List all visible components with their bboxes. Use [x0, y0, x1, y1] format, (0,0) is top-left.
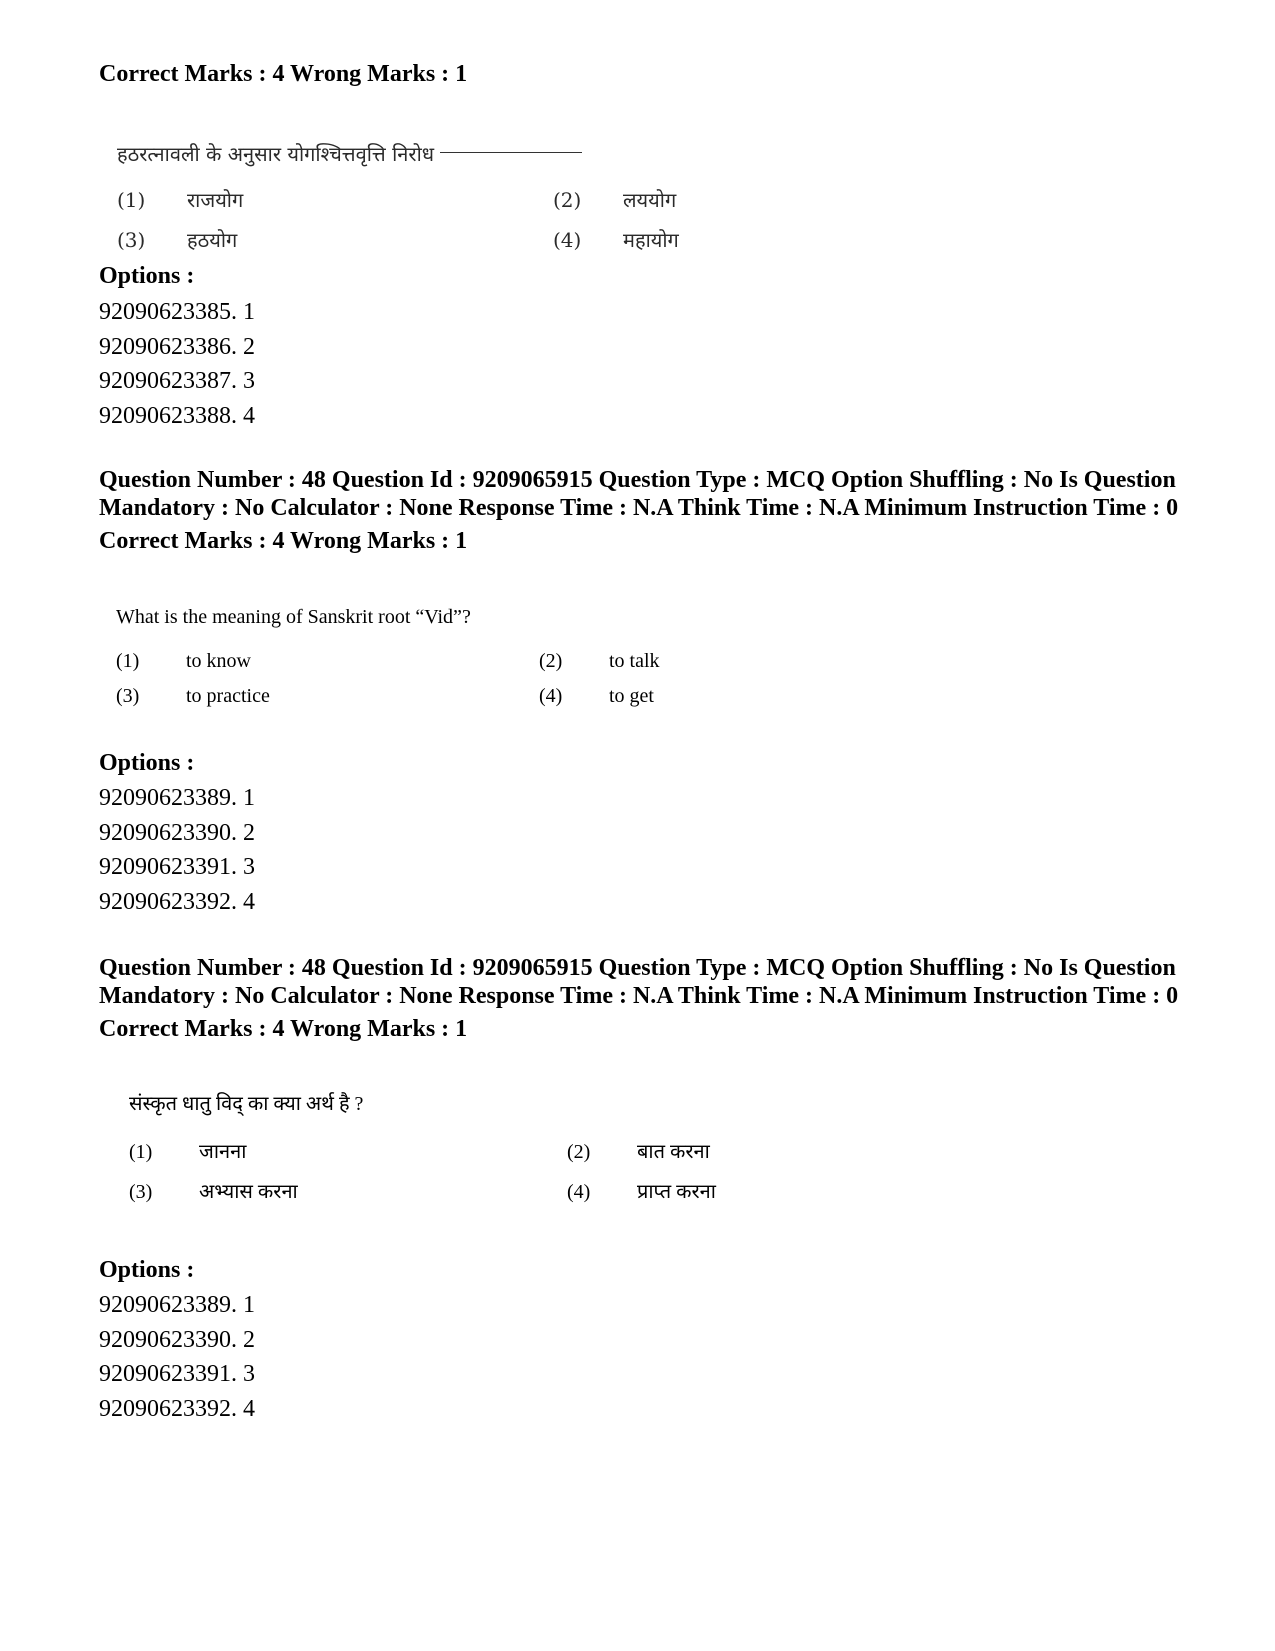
choice-number: (2): [567, 1141, 591, 1163]
options-list: [99, 295, 1179, 433]
options-section-2: [99, 749, 1179, 919]
choice-text: लययोग: [623, 188, 677, 212]
options-label: Options :: [99, 263, 195, 289]
choice-number: (1): [129, 1141, 153, 1163]
option-item: 92090623386. 2: [99, 333, 255, 360]
question-text: संस्कृत धातु विद् का क्या अर्थ है ?: [129, 1093, 364, 1115]
choice-4: [539, 682, 654, 710]
options-list: [99, 1288, 1179, 1426]
question-block-1: [99, 60, 1179, 252]
option-item: 92090623387. 3: [99, 368, 255, 394]
option-item: 92090623392. 4: [99, 1395, 255, 1422]
choice-2: [553, 186, 676, 214]
marks-line: Correct Marks : 4 Wrong Marks : 1: [99, 61, 468, 87]
choice-text: to practice: [186, 685, 270, 707]
question-image: [99, 1090, 1179, 1220]
option-item: 92090623390. 2: [99, 819, 255, 846]
option-item: 92090623390. 2: [99, 1326, 255, 1353]
choice-4: [567, 1178, 716, 1206]
option-item: 92090623392. 4: [99, 888, 255, 915]
marks-line: Correct Marks : 4 Wrong Marks : 1: [99, 1016, 468, 1042]
choice-text: राजयोग: [187, 188, 244, 212]
choice-number: (3): [129, 1181, 153, 1203]
option-item: 92090623385. 1: [99, 299, 255, 325]
choice-3: [117, 226, 237, 254]
choice-1: [129, 1138, 246, 1166]
choice-text: महायोग: [623, 228, 679, 252]
marks-line: Correct Marks : 4 Wrong Marks : 1: [99, 528, 468, 554]
choice-text: to get: [609, 685, 654, 707]
choice-text: हठयोग: [187, 228, 238, 252]
choice-4: [553, 226, 679, 254]
question-image: [99, 88, 1179, 252]
choice-3: [116, 682, 270, 710]
choice-text: जानना: [199, 1141, 247, 1163]
choice-number: (4): [567, 1181, 591, 1203]
choice-number: (3): [116, 685, 140, 707]
choice-number: (2): [539, 650, 563, 672]
options-label: Options :: [99, 750, 195, 776]
choice-number: (3): [117, 228, 146, 252]
choice-text: अभ्यास करना: [199, 1181, 298, 1203]
question-image: [99, 600, 1179, 720]
option-item: 92090623391. 3: [99, 1361, 255, 1387]
question-meta: Question Number : 48 Question Id : 9209065915 Question Type : MCQ Option Shuffling : No Is Question Mandatory : No Calculator : None Response Time : N.A Think Time : N.A Minimum Instruction Time : 0: [99, 467, 1179, 521]
choice-number: (1): [117, 188, 146, 212]
choice-number: (4): [553, 228, 582, 252]
choice-number: (4): [539, 685, 563, 707]
option-item: 92090623389. 1: [99, 1292, 255, 1318]
choice-1: [116, 647, 251, 675]
question-block-3: [99, 954, 1179, 1043]
choice-2: [567, 1138, 710, 1166]
option-item: 92090623391. 3: [99, 854, 255, 880]
choice-3: [129, 1178, 298, 1206]
question-text: What is the meaning of Sanskrit root “Vid”?: [116, 606, 471, 628]
options-section-1: [99, 262, 1179, 433]
question-text: हठरत्नावली के अनुसार योगश्चित्तवृत्ति निरोध: [117, 142, 435, 166]
options-section-3: [99, 1256, 1179, 1426]
option-item: 92090623388. 4: [99, 402, 255, 429]
choice-2: [539, 647, 660, 675]
question-block-2: [99, 466, 1179, 555]
choice-text: प्राप्त करना: [637, 1181, 716, 1203]
choice-text: to talk: [609, 650, 660, 672]
options-label: Options :: [99, 1257, 195, 1283]
choice-1: [117, 186, 243, 214]
options-list: [99, 781, 1179, 919]
answer-blank: [440, 152, 582, 153]
choice-text: बात करना: [637, 1141, 710, 1163]
choice-number: (1): [116, 650, 140, 672]
choice-number: (2): [553, 188, 582, 212]
choice-text: to know: [186, 650, 251, 672]
option-item: 92090623389. 1: [99, 785, 255, 811]
question-meta: Question Number : 48 Question Id : 9209065915 Question Type : MCQ Option Shuffling : No Is Question Mandatory : No Calculator : None Response Time : N.A Think Time : N.A Minimum Instruction Time : 0: [99, 955, 1179, 1009]
